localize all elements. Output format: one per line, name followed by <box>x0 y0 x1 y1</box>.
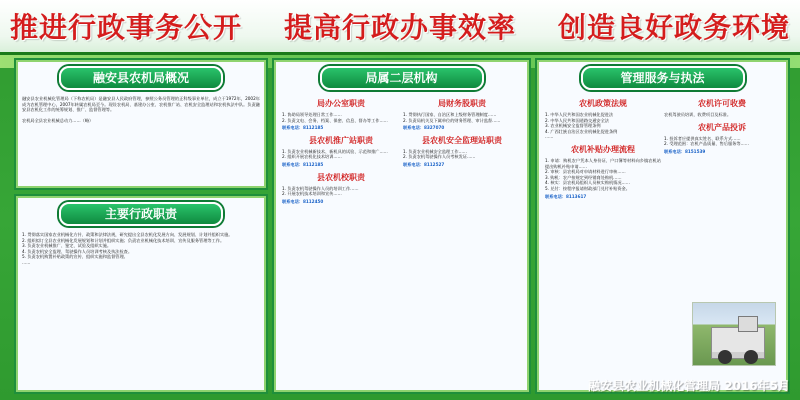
services-license-text: 农机驾驶员培训，收费项目及标准。 <box>664 112 732 117</box>
org-finance-title: 局财务股职责 <box>438 99 486 108</box>
title-segment-3: 创造良好政务环境 <box>558 11 791 44</box>
org-safety-title: 县农机安全监理站职责 <box>422 135 502 145</box>
org-office-text: 1. 协助局领导处理日常工作…… 2. 负责文电、会务、档案、保密、信息、督办等工作…… <box>282 112 388 123</box>
panel-duties-text: 1. 贯彻落实国家农业机械化方针、政策和法律法规，研究提出全县农机化发展方向、发展规划、计划并组织实施。 2. 组织拟订全县农业机械化发展规划和计划并组织实施；负责农业机械化技术培训、宣传及服务管理等工作。 3. 负责农业机械推广、鉴定、试验及组织实施。 4. 负责农机安全监理、驾驶操作人员培训考核及执法检查。 5. 负责农机购置补贴政策的宣传、组织实施和监督管理。 …… <box>22 232 233 265</box>
harvester-photo <box>692 302 776 366</box>
org-promote-phone: 联系电话：8112185 <box>282 161 324 167</box>
org-finance-text: 1. 贯彻执行国家、自治区和上级财务管理制度…… 2. 负责局机关及下属单位的财务管理、审计监督…… <box>403 112 501 123</box>
services-subsidy-text: 1. 申请：购机农户凭本人身份证、户口簿等材料向乡镇农机站提出购机补贴申请…… 2. 审核：县农机局对申请材料进行审核…… 3. 购机：农户按规定到经销商处购机…… 4. 核实：县农机局组织人员核实购机情况…… 5. 兑付：按程序报请财政部门兑付补贴资金。 <box>545 157 661 191</box>
panel-overview-title: 融安县农机局概况 <box>59 66 223 90</box>
services-left-col <box>545 94 661 199</box>
harvester-wheel-right <box>744 350 758 364</box>
org-school-phone: 联系电话：8112450 <box>282 198 324 204</box>
harvester-wheel-left <box>718 350 732 364</box>
org-office-title: 局办公室职责 <box>317 99 365 108</box>
services-subsidy-phone: 联系电话：8113617 <box>545 193 587 199</box>
org-office-phone: 联系电话：8112185 <box>282 125 324 131</box>
services-policy-text: 1. 中华人民共和国农业机械化促进法 2. 中华人民共和国道路交通安全法 3. 农业机械安全监督管理条例 4. 广西壮族自治区农业机械化促进条例 …… <box>545 112 618 140</box>
services-right-col <box>664 94 780 154</box>
harvester-illustration <box>711 327 765 359</box>
panel-org <box>272 58 531 394</box>
services-complaint-phone: 联系电话：8151539 <box>664 148 706 154</box>
services-license-title: 农机许可收费 <box>698 99 746 108</box>
panel-duties <box>14 194 268 394</box>
services-subsidy-title: 农机补贴办理流程 <box>571 144 635 154</box>
panel-org-title: 局属二层机构 <box>320 66 484 90</box>
services-policy-title: 农机政策法规 <box>579 99 627 108</box>
services-complaint-title: 农机产品投诉 <box>698 122 746 132</box>
org-safety-phone: 联系电话：8112527 <box>403 161 445 167</box>
org-right-col <box>403 94 521 168</box>
panel-services <box>535 58 790 394</box>
org-left-col <box>282 94 400 204</box>
title-bar <box>0 0 800 55</box>
footer-org-date: 融安县农业机械化管理局 2016年5月 <box>588 379 790 393</box>
services-complaint-text: 1. 投诉者应提供真实姓名、联系方式…… 2. 受理范围：农机产品质量、售后服务等…… <box>664 135 749 147</box>
org-safety-text: 1. 负责农业机械安全监理工作…… 2. 负责农机驾驶操作人员考核发证…… <box>403 148 476 160</box>
panel-overview-text: 融安县农业机械化管理局（下称农机局）是融安县人民政府管理，参照公务员管理的正科级事业单位，成立于1972年，2002年成为农机管理中心，2007年转属农机局至今。现设农机局、基建办公室、农机推广站、农机安全监理站和农机执法中队。负责融安县农机化工作的统筹规划、推广、监督管理等。 农机局全县农业机械总动力……（略） <box>22 96 260 124</box>
org-school-title: 县农机校职责 <box>317 172 365 182</box>
org-school-text: 1. 负责农机驾驶操作人员的培训工作…… 2. 开展农机技术培训和宣传…… <box>282 185 359 197</box>
org-finance-phone: 联系电话：8327070 <box>403 125 445 131</box>
panel-overview <box>14 58 268 190</box>
title-segment-2: 提高行政办事效率 <box>283 11 516 44</box>
panel-duties-title: 主要行政职责 <box>59 202 223 226</box>
harvester-cab <box>738 316 758 332</box>
org-promote-title: 县农机推广站职责 <box>309 135 373 145</box>
title-segment-1: 推进行政事务公开 <box>9 11 242 44</box>
org-promote-text: 1. 负责农业机械新技术、新机具的试验、示范和推广…… 2. 组织开展农机化技术培训…… <box>282 148 388 160</box>
panel-services-title: 管理服务与执法 <box>581 66 745 90</box>
